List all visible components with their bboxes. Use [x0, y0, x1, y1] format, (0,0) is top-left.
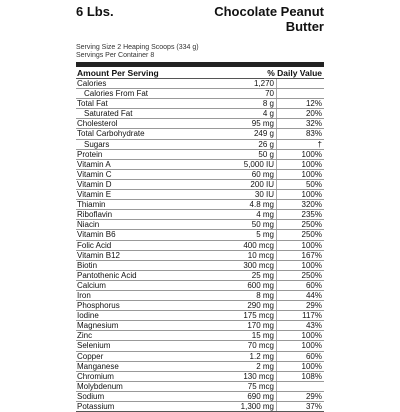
nutrient-daily-value: 320% — [276, 200, 322, 209]
nutrition-facts-panel — [76, 4, 324, 412]
nutrient-daily-value: 20% — [276, 109, 322, 118]
nutrient-amount: 50 mg — [251, 220, 274, 230]
panel-header — [76, 4, 324, 44]
nutrient-name: Protein — [77, 149, 103, 159]
nutrient-amount: 5,000 IU — [243, 159, 274, 169]
nutrient-daily-value: 100% — [276, 160, 322, 169]
nutrient-daily-value: 37% — [276, 402, 322, 411]
table-row — [76, 89, 324, 99]
nutrient-amount: 300 mcg — [243, 260, 274, 270]
nutrient-name: Total Fat — [77, 99, 108, 109]
nutrient-amount: 4 mg — [256, 210, 274, 220]
table-row — [76, 331, 324, 341]
table-row — [76, 210, 324, 220]
nutrient-amount: 170 mg — [247, 321, 274, 331]
nutrient-name: Copper — [77, 351, 104, 361]
table-row — [76, 99, 324, 109]
nutrient-amount: 600 mg — [247, 280, 274, 290]
nutrient-amount: 1,270 — [253, 79, 274, 88]
nutrient-daily-value: 100% — [276, 190, 322, 199]
nutrient-name: Chromium — [77, 371, 114, 381]
nutrient-daily-value: † — [276, 140, 322, 149]
nutrient-name: Vitamin D — [77, 179, 112, 189]
nutrient-amount: 400 mcg — [243, 240, 274, 250]
nutrient-amount: 60 mg — [251, 169, 274, 179]
table-row — [76, 150, 324, 160]
nutrient-amount: 10 mcg — [247, 250, 274, 260]
nutrient-daily-value: 100% — [276, 150, 322, 159]
nutrient-name: Calories From Fat — [84, 89, 149, 99]
nutrient-daily-value: 167% — [276, 251, 322, 260]
nutrient-name: Iodine — [77, 311, 99, 321]
table-row — [76, 230, 324, 240]
nutrient-amount: 75 mcg — [247, 381, 274, 391]
table-row — [76, 129, 324, 139]
serving-size: Serving Size 2 Heaping Scoops (334 g) — [76, 44, 199, 51]
nutrient-name: Cholesterol — [77, 119, 118, 129]
table-row — [76, 392, 324, 402]
nutrient-amount: 1,300 mg — [240, 402, 274, 411]
table-row — [76, 220, 324, 230]
nutrient-name: Total Carbohydrate — [77, 129, 145, 139]
nutrient-daily-value: 235% — [276, 210, 322, 219]
table-row — [76, 311, 324, 321]
nutrient-name: Manganese — [77, 361, 119, 371]
nutrient-daily-value: 250% — [276, 230, 322, 239]
table-row — [76, 170, 324, 180]
nutrient-name: Niacin — [77, 220, 100, 230]
nutrient-daily-value: 60% — [276, 281, 322, 290]
nutrient-daily-value: 60% — [276, 352, 322, 361]
nutrient-amount: 4 g — [262, 109, 274, 119]
nutrient-name: Vitamin B12 — [77, 250, 120, 260]
nutrient-amount: 5 mg — [256, 230, 274, 240]
nutrient-amount: 8 mg — [256, 290, 274, 300]
table-row — [76, 241, 324, 251]
nutrient-name: Calories — [77, 79, 107, 88]
nutrient-name: Sugars — [84, 139, 110, 149]
table-row — [76, 402, 324, 411]
nutrient-amount: 26 g — [258, 139, 274, 149]
nutrient-name: Vitamin C — [77, 169, 112, 179]
container-size: 6 Lbs. — [76, 4, 114, 19]
nutrient-name: Zinc — [77, 331, 93, 341]
nutrient-daily-value — [276, 79, 322, 88]
table-row — [76, 352, 324, 362]
nutrient-daily-value: 100% — [276, 261, 322, 270]
table-row — [76, 341, 324, 351]
nutrient-amount: 8 g — [262, 99, 274, 109]
table-row — [76, 160, 324, 170]
amount-per-serving-label: Amount Per Serving — [77, 68, 159, 78]
nutrient-amount: 25 mg — [251, 270, 274, 280]
nutrient-name: Riboflavin — [77, 210, 113, 220]
nutrient-name: Folic Acid — [77, 240, 112, 250]
nutrient-name: Biotin — [77, 260, 98, 270]
nutrient-daily-value: 250% — [276, 220, 322, 229]
nutrient-name: Sodium — [77, 391, 105, 401]
table-row — [76, 140, 324, 150]
nutrient-daily-value: 117% — [276, 311, 322, 320]
nutrient-daily-value: 29% — [276, 392, 322, 401]
nutrient-amount: 2 mg — [256, 361, 274, 371]
nutrient-name: Iron — [77, 290, 91, 300]
nutrient-amount: 70 — [265, 89, 274, 99]
nutrient-amount: 70 mcg — [247, 341, 274, 351]
nutrient-daily-value — [276, 382, 322, 391]
table-row — [76, 382, 324, 392]
nutrient-amount: 290 mg — [247, 301, 274, 311]
nutrient-amount: 249 g — [253, 129, 274, 139]
table-row — [76, 261, 324, 271]
nutrient-amount: 690 mg — [247, 391, 274, 401]
nutrient-daily-value: 250% — [276, 271, 322, 280]
nutrient-name: Selenium — [77, 341, 111, 351]
nutrient-daily-value: 83% — [276, 129, 322, 138]
servings-per-container: Servings Per Container 8 — [76, 52, 155, 59]
table-row — [76, 119, 324, 129]
nutrient-daily-value: 12% — [276, 99, 322, 108]
table-row — [76, 251, 324, 261]
nutrient-daily-value: 43% — [276, 321, 322, 330]
table-header — [76, 62, 324, 79]
nutrient-daily-value: 100% — [276, 331, 322, 340]
nutrient-amount: 95 mg — [251, 119, 274, 129]
table-row — [76, 291, 324, 301]
nutrient-daily-value: 100% — [276, 362, 322, 371]
nutrient-amount: 4.8 mg — [249, 200, 274, 210]
nutrient-name: Vitamin B6 — [77, 230, 116, 240]
nutrient-daily-value: 108% — [276, 372, 322, 381]
nutrient-name: Vitamin E — [77, 190, 112, 200]
nutrient-amount: 50 g — [258, 149, 274, 159]
nutrient-daily-value: 100% — [276, 341, 322, 350]
daily-value-label: % Daily Value — [267, 68, 322, 78]
table-row — [76, 79, 324, 89]
nutrient-amount: 200 IU — [250, 179, 274, 189]
nutrient-name: Phosphorus — [77, 301, 120, 311]
nutrient-daily-value: 100% — [276, 170, 322, 179]
nutrient-daily-value — [276, 89, 322, 98]
table-row — [76, 200, 324, 210]
table-row — [76, 109, 324, 119]
nutrient-rows — [76, 79, 324, 412]
nutrient-amount: 15 mg — [251, 331, 274, 341]
table-row — [76, 180, 324, 190]
nutrient-name: Pantothenic Acid — [77, 270, 137, 280]
nutrient-name: Thiamin — [77, 200, 106, 210]
nutrient-daily-value: 44% — [276, 291, 322, 300]
table-row — [76, 372, 324, 382]
flavor-name: Chocolate Peanut Butter — [214, 4, 324, 34]
nutrient-daily-value: 100% — [276, 241, 322, 250]
table-row — [76, 281, 324, 291]
nutrient-name: Calcium — [77, 280, 106, 290]
nutrient-amount: 175 mcg — [243, 311, 274, 321]
nutrient-name: Saturated Fat — [84, 109, 133, 119]
table-row — [76, 321, 324, 331]
nutrient-daily-value: 29% — [276, 301, 322, 310]
nutrient-amount: 30 IU — [254, 190, 274, 200]
table-row — [76, 190, 324, 200]
nutrient-amount: 130 mcg — [243, 371, 274, 381]
table-row — [76, 362, 324, 372]
nutrient-name: Magnesium — [77, 321, 119, 331]
nutrient-daily-value: 32% — [276, 119, 322, 128]
nutrient-amount: 1.2 mg — [249, 351, 274, 361]
nutrient-name: Molybdenum — [77, 381, 123, 391]
nutrient-daily-value: 50% — [276, 180, 322, 189]
nutrient-name: Vitamin A — [77, 159, 111, 169]
table-row — [76, 301, 324, 311]
nutrient-name: Potassium — [77, 402, 115, 411]
table-row — [76, 271, 324, 281]
